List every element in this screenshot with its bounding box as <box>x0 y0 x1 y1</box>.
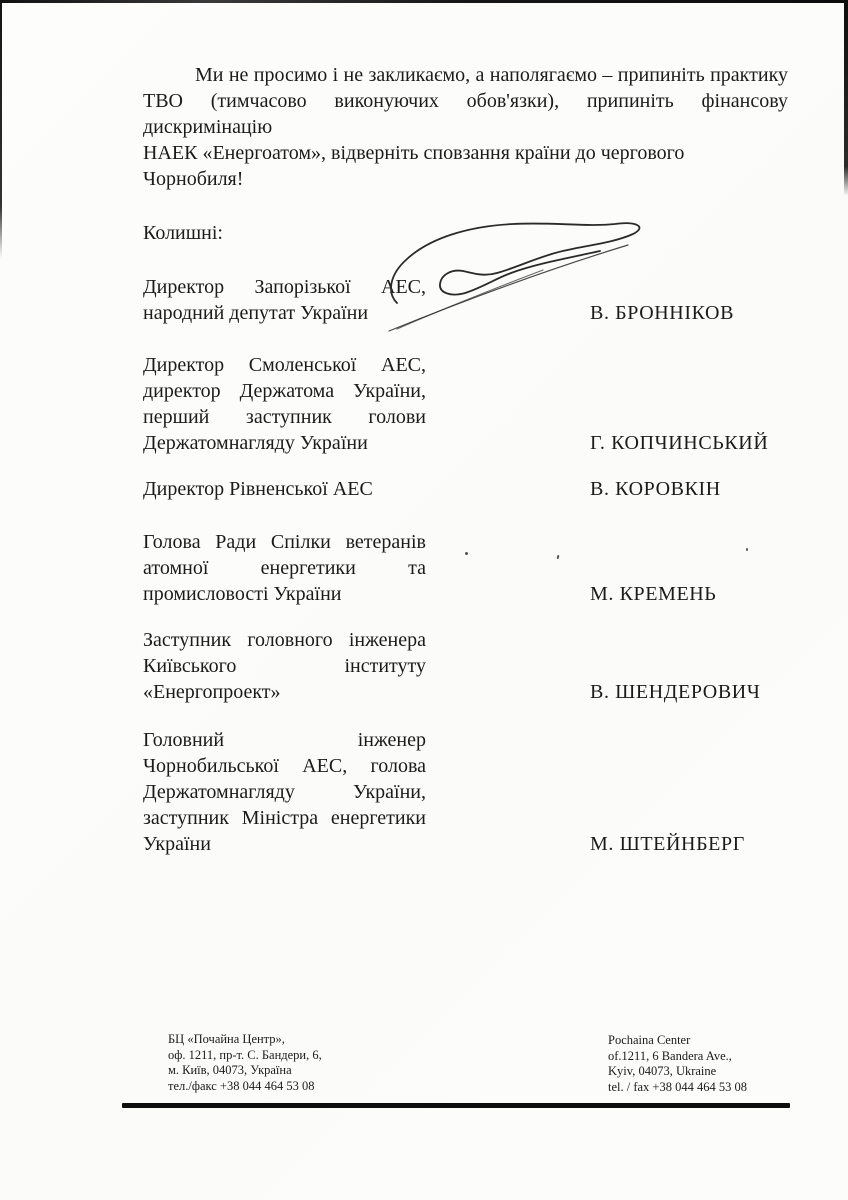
signatory-name: Г. КОПЧИНСЬКИЙ <box>590 432 769 454</box>
position-line: Чорнобильської АЕС, голова <box>143 755 426 777</box>
footer-line-ua: оф. 1211, пр-т. С. Бандери, 6, <box>168 1047 322 1062</box>
signatory-row <box>143 727 788 857</box>
signatory-position <box>143 627 426 705</box>
paragraph-line: ТВО (тимчасово виконуючих обов'язки), припиніть фінансову дискримінацію <box>143 90 788 138</box>
signatory-name: В. ШЕНДЕРОВИЧ <box>590 681 761 703</box>
signatory-row <box>143 352 788 456</box>
footer-line-en: Kyiv, 04073, Ukraine <box>608 1064 717 1078</box>
position-line: Головний інженер <box>143 729 426 751</box>
position-line: Київського інституту <box>143 655 426 677</box>
paragraph-line: Ми не просимо і не закликаємо, а наполягаємо – припиніть практику <box>195 64 788 86</box>
signatory-position <box>143 352 426 456</box>
letter-body <box>143 62 788 857</box>
footer-address-ukrainian <box>168 1032 322 1094</box>
paragraph-line: НАЕК «Енергоатом», відверніть сповзання країни до чергового Чорнобиля! <box>143 142 685 190</box>
signatory-name: В. БРОННІКОВ <box>590 302 735 324</box>
footer-line-ua: м. Київ, 04073, Україна <box>168 1063 292 1077</box>
footer-line-ua: БЦ «Почайна Центр», <box>168 1032 285 1046</box>
signatory-row <box>143 529 788 607</box>
signatory-row <box>143 476 788 502</box>
position-line: Голова Ради Спілки ветеранів <box>143 531 426 553</box>
footer-line-en: tel. / fax +38 044 464 53 08 <box>608 1079 747 1094</box>
position-line: народний депутат України <box>143 302 369 324</box>
signatory-position <box>143 529 426 607</box>
closing-paragraph <box>143 62 788 192</box>
handwritten-signature <box>383 213 673 343</box>
position-line: атомної енергетики та <box>143 557 426 579</box>
footer-rule <box>122 1103 790 1108</box>
position-line: промисловості України <box>143 583 342 605</box>
signatory-name: В. КОРОВКІН <box>590 478 721 500</box>
ink-speck <box>746 548 748 551</box>
position-line: Держатомнагляду України, <box>143 781 426 803</box>
scan-artifact-left-edge <box>0 0 2 258</box>
signatory-position <box>143 727 426 857</box>
former-label: Колишні: <box>143 222 223 244</box>
footer-address-english <box>608 1033 747 1095</box>
signatory-name: М. ШТЕЙНБЕРГ <box>590 833 745 855</box>
position-line: Директор Рівненської АЕС <box>143 478 373 500</box>
position-line: Директор Смоленської АЕС, <box>143 354 426 376</box>
position-line: Держатомнагляду України <box>143 432 368 454</box>
footer-line-ua: тел./факс +38 044 464 53 08 <box>168 1078 315 1093</box>
signatories-list <box>143 274 788 857</box>
position-line: перший заступник голови <box>143 406 426 428</box>
position-line: заступник Міністра енергетики <box>143 807 426 829</box>
scan-artifact-top-edge <box>0 0 848 3</box>
position-line: директор Держатома України, <box>143 380 426 402</box>
footer-line-en: of.1211, 6 Bandera Ave., <box>608 1048 732 1063</box>
scan-artifact-right-edge <box>844 0 848 196</box>
signatory-name: М. КРЕМЕНЬ <box>590 583 717 605</box>
position-line: України <box>143 833 211 855</box>
position-line: Директор Запорізької АЕС, <box>143 276 426 298</box>
position-line: «Енергопроект» <box>143 681 281 703</box>
position-line: Заступник головного інженера <box>143 629 426 651</box>
footer-line-en: Pochaina Center <box>608 1033 691 1047</box>
ink-speck <box>465 552 468 555</box>
signatory-row <box>143 627 788 705</box>
signatory-position <box>143 476 426 502</box>
